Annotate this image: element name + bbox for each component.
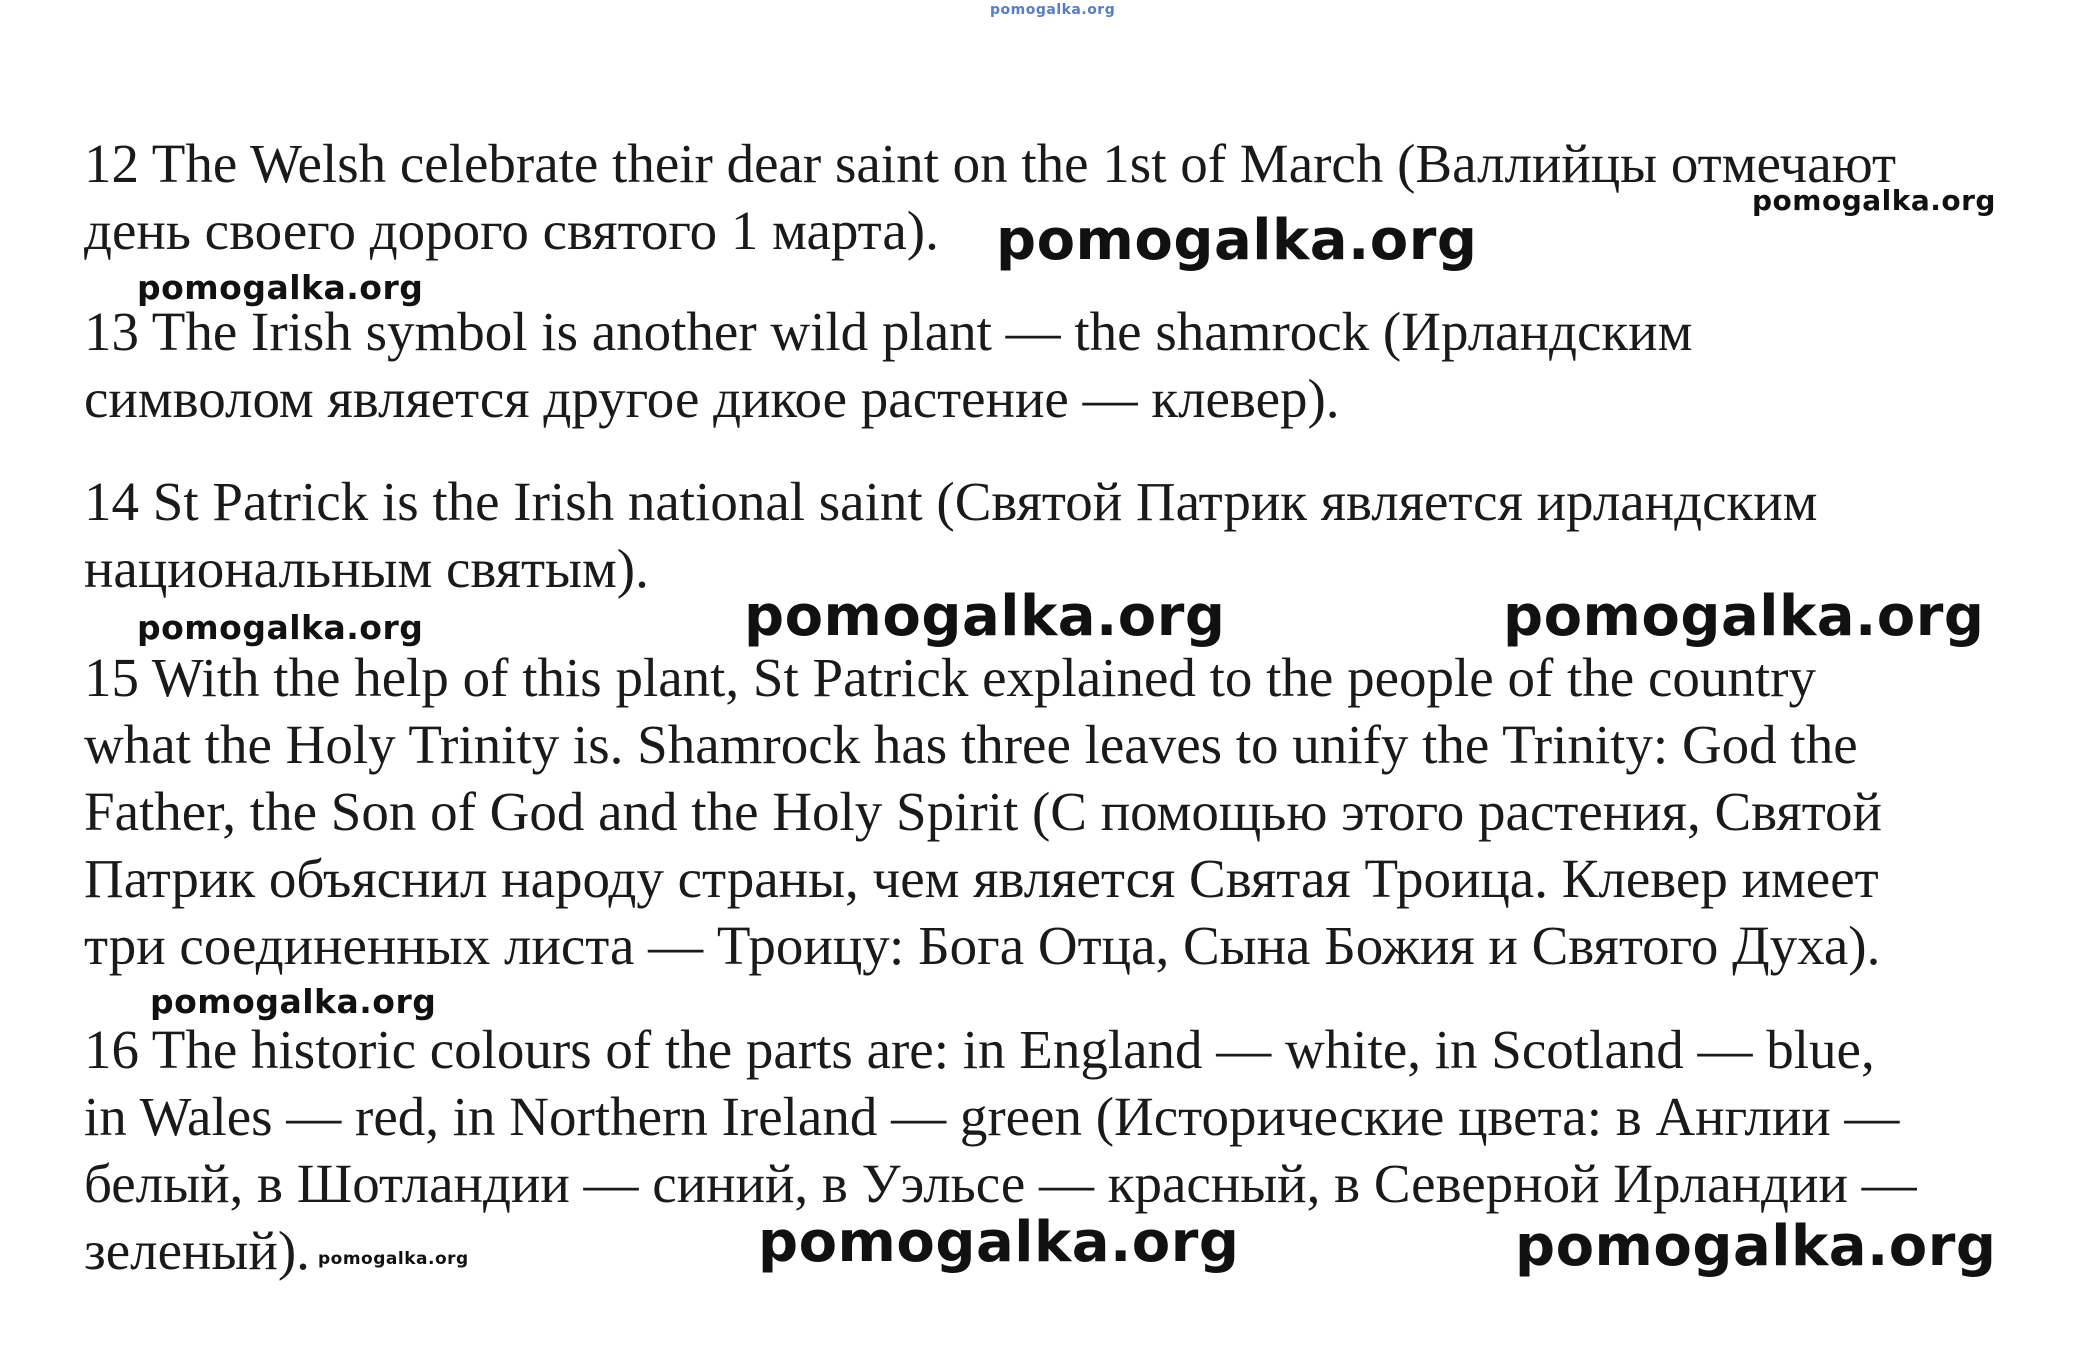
paragraph-line: what the Holy Trinity is. Shamrock has three leaves to unify the Trinity: God the <box>84 714 1858 775</box>
paragraph-13 <box>84 298 2074 432</box>
watermark: pomogalka.org <box>1503 584 1985 649</box>
paragraph-line: день своего дорого святого 1 марта). <box>84 200 939 261</box>
paragraph-15 <box>84 644 2074 979</box>
paragraph-line: Патрик объяснил народу страны, чем является Святая Троица. Клевер имеет <box>84 848 1879 909</box>
watermark: pomogalka.org <box>137 608 424 647</box>
paragraph-line: in Wales — red, in Northern Ireland — green (Исторические цвета: в Англии — <box>84 1086 1900 1147</box>
watermark: pomogalka.org <box>758 1210 1240 1275</box>
paragraph-line: символом является другое дикое растение — клевер). <box>84 368 1340 429</box>
watermark: pomogalka.org <box>744 584 1226 649</box>
watermark: pomogalka.org <box>1515 1214 1997 1279</box>
paragraph-line: зеленый). <box>84 1220 310 1281</box>
paragraph-14 <box>84 468 2074 602</box>
watermark: pomogalka.org <box>996 208 1478 273</box>
paragraph-line: 16 The historic colours of the parts are: in England — white, in Scotland — blue, <box>84 1019 1875 1080</box>
watermark-top: pomogalka.org <box>990 2 1116 18</box>
watermark: pomogalka.org <box>1752 184 1996 217</box>
watermark: pomogalka.org <box>318 1249 469 1269</box>
paragraph-line: белый, в Шотландии — синий, в Уэльсе — красный, в Северной Ирландии — <box>84 1153 1917 1214</box>
paragraph-line: Father, the Son of God and the Holy Spirit (С помощью этого растения, Святой <box>84 781 1882 842</box>
watermark: pomogalka.org <box>137 268 424 307</box>
paragraph-line: три соединенных листа — Троицу: Бога Отца, Сына Божия и Святого Духа). <box>84 915 1881 976</box>
watermark: pomogalka.org <box>150 982 437 1021</box>
paragraph-line: 15 With the help of this plant, St Patrick explained to the people of the country <box>84 647 1816 708</box>
paragraph-line: национальным святым). <box>84 538 649 599</box>
paragraph-line: 14 St Patrick is the Irish national saint (Святой Патрик является ирландским <box>84 471 1818 532</box>
paragraph-line: 12 The Welsh celebrate their dear saint on the 1st of March (Валлийцы отмечают <box>84 133 1897 194</box>
paragraph-line: 13 The Irish symbol is another wild plant — the shamrock (Ирландским <box>84 301 1693 362</box>
